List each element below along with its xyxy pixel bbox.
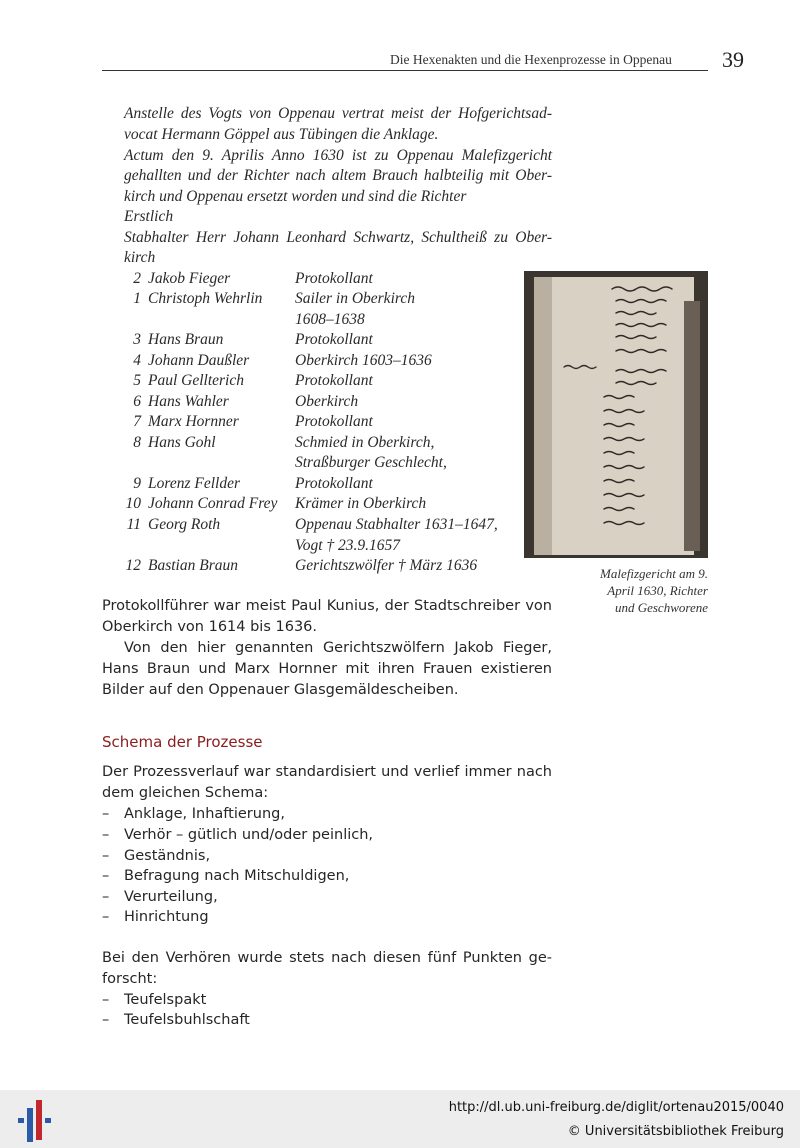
interrogation-point: Teufelspakt: [124, 992, 207, 1008]
judge-role: Sailer in Oberkirch: [295, 290, 415, 307]
judge-name: Johann Daußler: [148, 352, 250, 369]
judge-number: 8: [133, 434, 141, 451]
judge-name: Lorenz Fellder: [148, 475, 240, 492]
process-step: Hinrichtung: [124, 909, 209, 925]
judge-row: [110, 434, 530, 454]
footer-bar: [0, 1090, 800, 1148]
list-dash: –: [102, 848, 110, 864]
judge-role: Oppenau Stabhalter 1631–1647,: [295, 516, 498, 533]
judge-role: Krämer in Oberkirch: [295, 495, 427, 512]
judge-role: Gerichtszwölfer † März 1636: [295, 557, 478, 574]
judge-row: [110, 454, 530, 474]
judge-name: Georg Roth: [148, 516, 221, 533]
judge-number: 9: [133, 475, 141, 492]
paragraph-line: Oberkirch von 1614 bis 1636.: [102, 619, 318, 635]
process-step: Verhör – gütlich und/oder peinlich,: [124, 827, 374, 843]
judge-name: Bastian Braun: [148, 557, 238, 574]
library-logo-icon: [18, 1098, 54, 1144]
judge-number: 4: [133, 352, 141, 369]
judge-row: [110, 270, 530, 290]
paragraph-line: Der Prozessverlauf war standardisiert und verlief immer nach: [102, 764, 552, 780]
list-dash: –: [102, 992, 110, 1008]
judge-role: Protokollant: [295, 475, 373, 492]
quote-line: Anstelle des Vogts von Oppenau vertrat meist der Hofgerichtsad-: [124, 105, 552, 122]
judge-row: [110, 516, 530, 536]
paragraph-line: Hans Braun und Marx Hornner mit ihren Frauen existieren: [102, 661, 552, 677]
section-heading: Schema der Prozesse: [102, 733, 263, 751]
judge-number: 3: [133, 331, 141, 348]
process-step: Befragung nach Mitschuldigen,: [124, 868, 350, 884]
paragraph-line: Bei den Verhören wurde stets nach diesen fünf Punkten ge-: [102, 950, 552, 966]
judge-name: Hans Braun: [148, 331, 224, 348]
paragraph-line: Protokollführer war meist Paul Kunius, der Stadtschreiber von: [102, 598, 552, 614]
judge-name: Hans Gohl: [148, 434, 216, 451]
judge-row: [110, 495, 530, 515]
judge-name: Jakob Fieger: [148, 270, 231, 287]
list-dash: –: [102, 827, 110, 843]
judge-row: [110, 331, 530, 351]
judge-name: Johann Conrad Frey: [148, 495, 278, 512]
judge-name: Christoph Wehrlin: [148, 290, 263, 307]
judge-role: Straßburger Geschlecht,: [295, 454, 447, 471]
list-dash: –: [102, 806, 110, 822]
footer-copyright: © Universitätsbibliothek Freiburg: [567, 1124, 784, 1139]
footer-url-link[interactable]: http://dl.ub.uni-freiburg.de/diglit/ortenau2015/0040: [448, 1100, 784, 1115]
figure-caption-line: Malefizgericht am 9.: [600, 566, 708, 581]
figure-caption-line: April 1630, Richter: [607, 583, 708, 598]
judge-row: [110, 352, 530, 372]
judge-name: Paul Gellterich: [148, 372, 244, 389]
process-step: Geständnis,: [124, 848, 211, 864]
judge-role: Vogt † 23.9.1657: [295, 537, 401, 554]
quote-line: Actum den 9. Aprilis Anno 1630 ist zu Oppenau Malefizgericht: [124, 147, 552, 164]
judge-row: [110, 393, 530, 413]
judge-row: [110, 372, 530, 392]
judge-row: [110, 557, 530, 577]
judge-row: [110, 475, 530, 495]
paragraph-line: forscht:: [102, 971, 158, 987]
process-step: Verurteilung,: [124, 889, 218, 905]
judge-number: 5: [133, 372, 141, 389]
judge-number: 6: [133, 393, 141, 410]
judge-number: 7: [133, 413, 141, 430]
page-number: 39: [722, 47, 744, 72]
list-dash: –: [102, 1012, 110, 1028]
judge-role: Protokollant: [295, 270, 373, 287]
judge-role: Oberkirch: [295, 393, 359, 410]
judge-number: 2: [133, 270, 141, 287]
running-head: Die Hexenakten und die Hexenprozesse in Oppenau: [390, 52, 672, 67]
judge-role: Protokollant: [295, 372, 373, 389]
figure-caption-line: und Geschworene: [614, 600, 708, 615]
judge-number: 10: [125, 495, 141, 512]
judge-name: Hans Wahler: [148, 393, 229, 410]
list-dash: –: [102, 868, 110, 884]
quote-line: kirch: [124, 249, 156, 266]
judge-number: 12: [125, 557, 141, 574]
judge-row: [110, 311, 530, 331]
quote-line: kirch und Oppenau ersetzt worden und sind die Richter: [124, 188, 467, 205]
quote-line: Erstlich: [124, 208, 174, 225]
judge-row: [110, 537, 530, 557]
paragraph-line: Bilder auf den Oppenauer Glasgemäldescheiben.: [102, 682, 459, 698]
process-step: Anklage, Inhaftierung,: [124, 806, 285, 822]
judge-role: Schmied in Oberkirch,: [295, 434, 435, 451]
judge-row: [110, 413, 530, 433]
judge-role: Oberkirch 1603–1636: [295, 352, 432, 369]
judge-role: Protokollant: [295, 413, 373, 430]
interrogation-point: Teufelsbuhlschaft: [124, 1012, 250, 1028]
header-rule: [102, 70, 708, 71]
judge-role: Protokollant: [295, 331, 373, 348]
judge-row: [110, 290, 530, 310]
quote-line: Stabhalter Herr Johann Leonhard Schwartz, Schultheiß zu Ober-: [124, 229, 552, 246]
quote-line: vocat Hermann Göppel aus Tübingen die Anklage.: [124, 126, 439, 143]
paragraph-line: dem gleichen Schema:: [102, 785, 269, 801]
archival-document-photo: [524, 271, 708, 558]
list-dash: –: [102, 889, 110, 905]
judge-role: 1608–1638: [295, 311, 365, 328]
manuscript-image: [524, 271, 708, 558]
quote-line: gehallten und der Richter nach altem Brauch halbteilig mit Ober-: [124, 167, 552, 184]
judge-name: Marx Hornner: [148, 413, 239, 430]
judge-number: 1: [133, 290, 141, 307]
list-dash: –: [102, 909, 110, 925]
judge-number: 11: [126, 516, 141, 533]
paragraph-line: Von den hier genannten Gerichtszwölfern Jakob Fieger,: [124, 640, 552, 656]
